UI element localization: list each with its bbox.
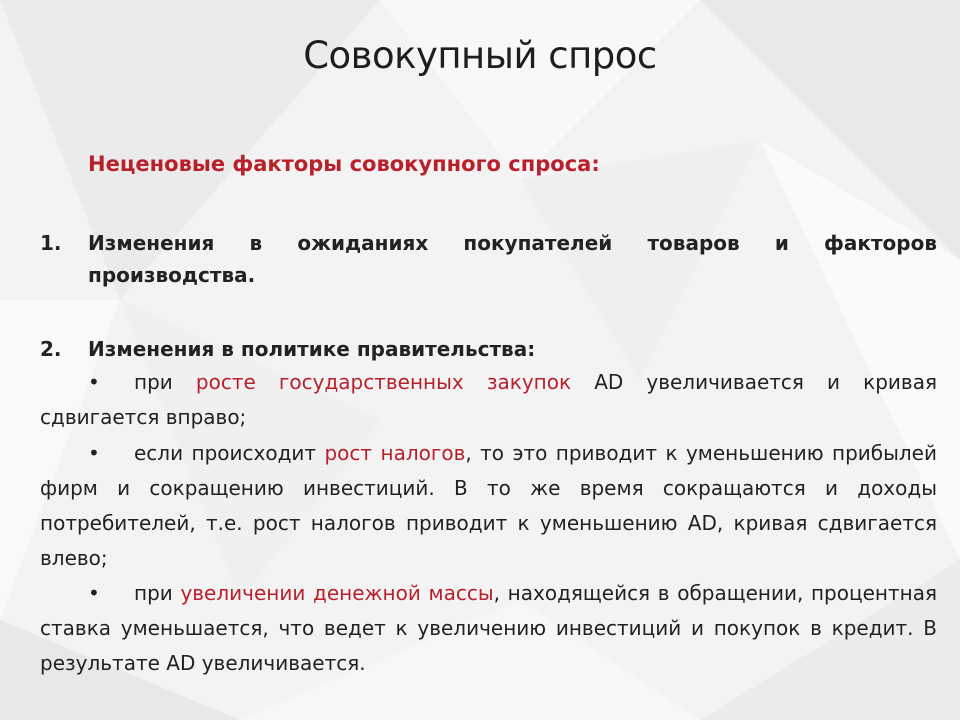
- bullet-text: , находящейся в обращении, процентная ставка уменьшается, что ведет к увеличению инвестиций и покупок в кредит. В результате AD увеличивается.: [40, 581, 937, 675]
- bullet-icon: •: [88, 581, 100, 605]
- bullet-text: при: [134, 370, 196, 394]
- slide-title: Совокупный спрос: [303, 34, 657, 77]
- list-item-text: Изменения в политике правительства:: [88, 337, 536, 361]
- bullet-paragraph-1: [40, 365, 937, 435]
- list-item-1: [40, 227, 937, 291]
- bullet-text: если происходит: [134, 441, 325, 465]
- slide-subtitle: Неценовые факторы совокупного спроса:: [88, 152, 600, 176]
- bullet-paragraph-3: [40, 576, 937, 681]
- list-item-text: Изменения в ожиданиях покупателей товаров и факторов производства.: [88, 231, 937, 287]
- bullet-text: AD увеличивается и кривая сдвигается вправо;: [40, 370, 938, 429]
- bullet-icon: •: [88, 441, 100, 465]
- list-item-number: 1.: [40, 231, 62, 255]
- bullet-icon: •: [88, 370, 100, 394]
- bullet-text: при: [134, 581, 181, 605]
- highlight-text: рост налогов: [324, 441, 466, 465]
- list-item-number: 2.: [40, 337, 62, 361]
- list-item-2: [40, 333, 937, 365]
- highlight-text: росте государственных закупок: [195, 370, 572, 394]
- bullet-text: , то это приводит к уменьшению прибылей фирм и сокращению инвестиций. В то же время сокращаются и доходы потребителей, т.е. рост налогов приводит к уменьшению AD, кривая сдвигается влево;: [40, 441, 937, 570]
- bullet-paragraph-2: [40, 436, 937, 576]
- highlight-text: увеличении денежной массы: [180, 581, 494, 605]
